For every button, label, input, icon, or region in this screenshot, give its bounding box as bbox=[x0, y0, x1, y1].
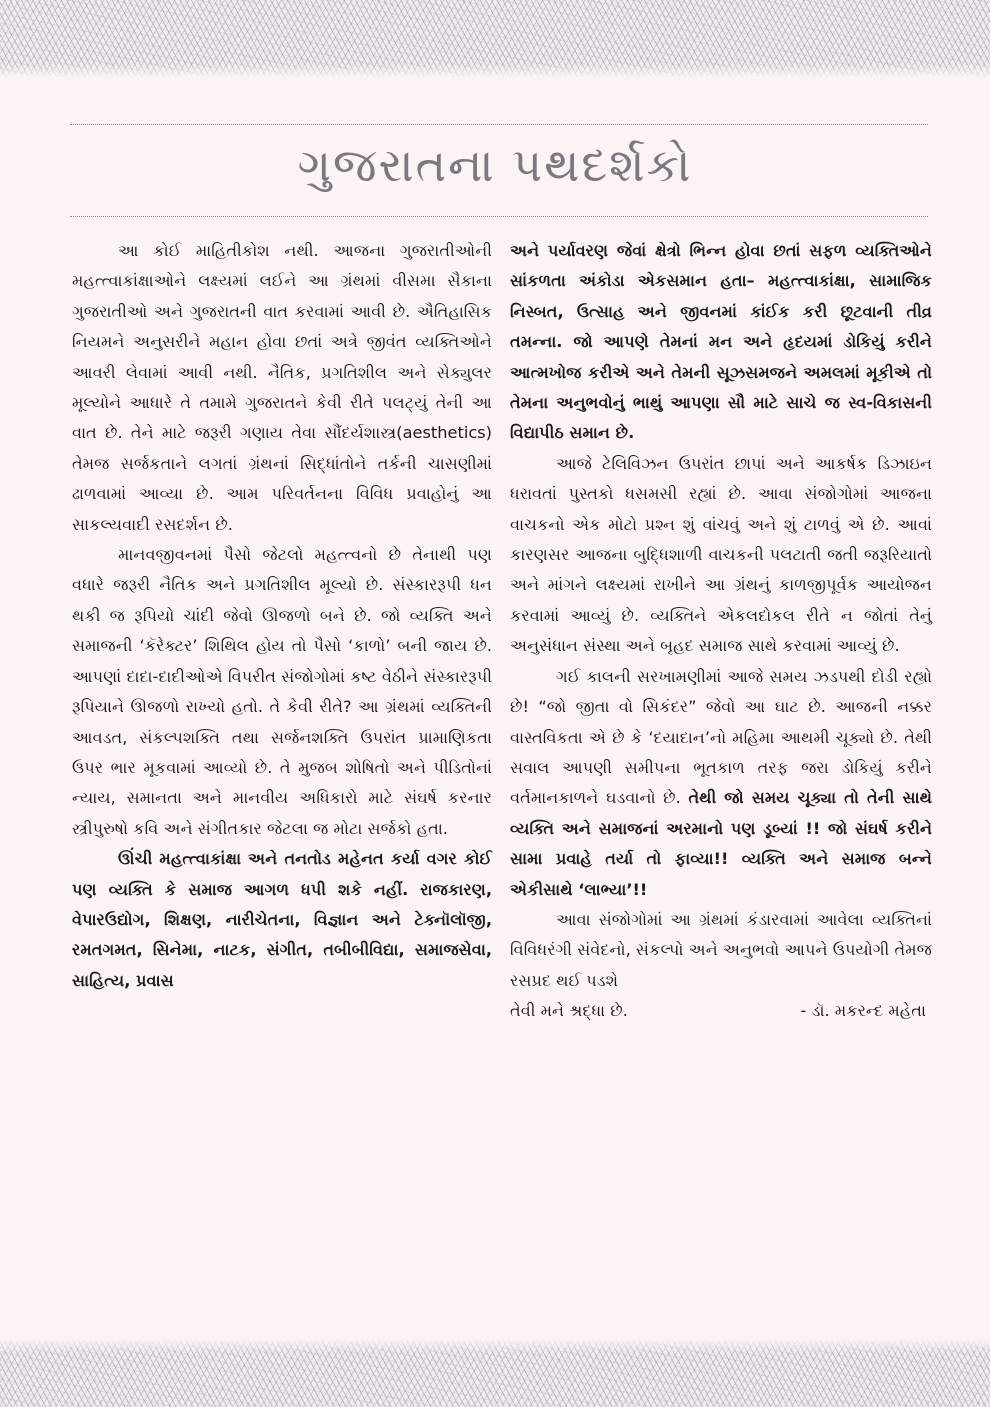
top-decorative-band bbox=[0, 0, 990, 78]
right-paragraph-2: આજે ટેલિવિઝન ઉપરાંત છાપાં અને આકર્ષક ડિઝાઇન ધરાવતાં પુસ્તકો ધસમસી રહ્યાં છે. આવા સંજોગોમાં આજના વાચકનો એક મોટો પ્રશ્ન શું વાંચવું અને શું ટાળવું એ છે. આવાં કારણસર આજના બુદ્ધિશાળી વાચકની પલટાતી જતી જરૂરિયાતો અને માંગને લક્ષ્યમાં રાખીને આ ગ્રંથનું કાળજીપૂર્વક આયોજન કરવામાં આવ્યું છે. વ્યક્તિને એકલદોકલ રીતે ન જોતાં તેનું અનુસંધાન સંસ્થા અને બૃહદ સમાજ સાથે કરવામાં આવ્યું છે. bbox=[510, 453, 932, 656]
right-paragraph-3-bold: તેથી જો સમય ચૂક્યા તો તેની સાથે વ્યક્તિ અને સમાજનાં અરમાનો પણ ડૂબ્યાં !! જો સંઘર્ષ કરીને સામા પ્રવાહે તર્યા તો ફાવ્યા!! વ્યક્તિ અને સમાજ બન્ને એકીસાથે ‘લાભ્યા’!! bbox=[510, 788, 933, 899]
left-paragraph-2: માનવજીવનમાં પૈસો જેટલો મહત્ત્વનો છે તેનાથી પણ વધારે જરૂરી નૈતિક અને પ્રગતિશીલ મૂલ્યો છે. સંસ્કારરૂપી ધન થકી જ રૂપિયો ચાંદી જેવો ઊજળો બને છે. જો વ્યક્તિ અને સમાજની ‘કૅરેક્ટર’ શિથિલ હોય તો પૈસો ‘કાળો’ બની જાય છે. આપણાં દાદા-દાદીઓએ વિપરીત સંજોગોમાં કષ્ટ વેઠીને સંસ્કારરૂપી રૂપિયાને ઊજળો રાખ્યો હતો. તે કેવી રીતે? આ ગ્રંથમાં વ્યક્તિની આવડત, સંકલ્પશક્તિ તથા સર્જનશક્તિ ઉપરાંત પ્રામાણિકતા ઉપર ભાર મૂકવામાં આવ્યો છે. તે મુજબ શોષિતો અને પીડિતોનાં ન્યાય, સમાનતા અને માનવીય અધિકારો માટે સંઘર્ષ કરનાર સ્ત્રીપુરુષો કવિ અને સંગીતકાર જેટલા જ મોટા સર્જકો હતા. bbox=[72, 545, 492, 838]
right-paragraph-4: આવા સંજોગોમાં આ ગ્રંથમાં કંડારવામાં આવેલા વ્યક્તિનાં વિવિધરંગી સંવેદનો, સંકલ્પો અને અનુભવો આપને ઉપયોગી તેમજ રસપ્રદ થઈ પડશે bbox=[510, 909, 932, 990]
right-paragraph-3-text: ગઈ કાલની સરખામણીમાં આજે સમય ઝડપથી દોડી રહ્યો છે! “જો જીતા વો સિકંદર” જેવો આ ઘાટ છે. આજની નક્કર વાસ્તવિકતા એ છે કે ‘દયાદાન’નો મહિમા આથમી ચૂક્યો છે. તેથી સવાલ આપણી સમીપના ભૂતકાળ તરફ જરા ડોકિયું કરીને વર્તમાનકાળને ઘડવાનો છે. bbox=[510, 666, 932, 808]
bottom-decorative-band bbox=[0, 1339, 990, 1407]
page-title: ગુજરાતના પથદર્શકો bbox=[297, 138, 693, 192]
signature: - ડૉ. મકરન્દ મહેતા bbox=[800, 1001, 926, 1021]
title-bottom-rule bbox=[70, 216, 928, 217]
right-paragraph-1: અને પર્યાવરણ જેવાં ક્ષેત્રો ભિન્ન હોવા છતાં સફળ વ્યક્તિઓને સાંકળતા અંકોડા એકસમાન હતા– મહત્ત્વાકાંક્ષા, સામાજિક નિસ્બત, ઉત્સાહ અને જીવનમાં કાંઈક કરી છૂટવાની તીવ્ર તમન્ના. જો આપણે તેમનાં મન અને હૃદયમાં ડોકિયું કરીને આત્મખોજ કરીએ અને તેમની સૂઝસમજને અમલમાં મૂકીએ તો તેમના અનુભવોનું ભાથું આપણા સૌ માટે સાચે જ સ્વ-વિકાસની વિદ્યાપીઠ સમાન છે. bbox=[510, 241, 932, 443]
closing-line bbox=[510, 996, 932, 1026]
right-column bbox=[510, 236, 932, 1027]
right-paragraph-3 bbox=[510, 662, 932, 905]
left-paragraph-3: ઊંચી મહત્ત્વાકાંક્ષા અને તનતોડ મહેનત કર્યા વગર કોઈ પણ વ્યક્તિ કે સમાજ આગળ ધપી શકે નહીં. રાજકારણ, વેપારઉદ્યોગ, શિક્ષણ, નારીચેતના, વિજ્ઞાન અને ટેક્નૉલૉજી, રમતગમત, સિનેમા, નાટક, સંગીત, તબીબીવિદ્યા, સમાજસેવા, સાહિત્ય, પ્રવાસ bbox=[72, 849, 492, 990]
left-paragraph-1: આ કોઈ માહિતીકોશ નથી. આજના ગુજરાતીઓની મહત્ત્વાકાંક્ષાઓને લક્ષ્યમાં લઈને આ ગ્રંથમાં વીસમા સૈકાના ગુજરાતીઓ અને ગુજરાતની વાત કરવામાં આવી છે. ઐતિહાસિક નિયમને અનુસરીને મહાન હોવા છતાં અત્રે જીવંત વ્યક્તિઓને આવરી લેવામાં આવી નથી. નૈતિક, પ્રગતિશીલ અને સેક્યુલર મૂલ્યોને આધારે તે તમામે ગુજરાતને કેવી રીતે પલટ્યું તેની આ વાત છે. તેને માટે જરૂરી ગણાય તેવા સૌંદર્યશાસ્ત્ર(aesthetics) તેમજ સર્જકતાને લગતાં ગ્રંથનાં સિદ્ધાંતોને તર્કની ચાસણીમાં ઢાળવામાં આવ્યા છે. આમ પરિવર્તનના વિવિધ પ્રવાહોનું આ સાકલ્યવાદી રસદર્શન છે. bbox=[72, 241, 492, 534]
left-column bbox=[72, 236, 492, 996]
closing-text: તેવી મને શ્રદ્ધા છે. bbox=[510, 1001, 628, 1021]
title-top-rule bbox=[70, 124, 928, 125]
